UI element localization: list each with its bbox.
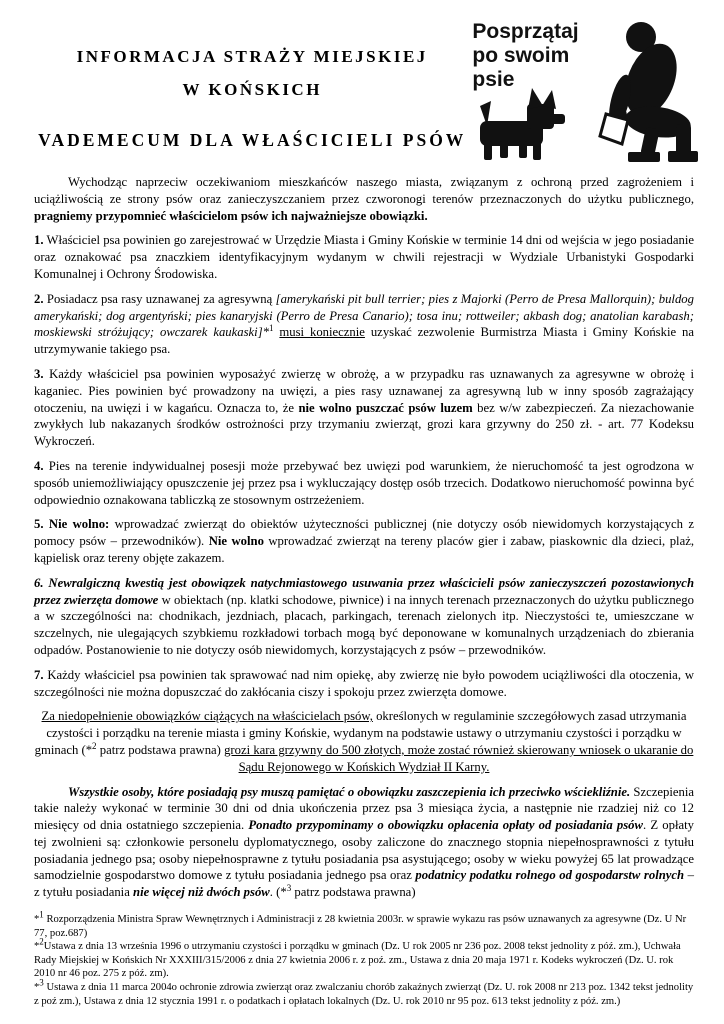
rule-4-text: Pies na terenie indywidualnej posesji może przebywać bez uwięzi pod warunkiem, że nieruchomość ta jest ogrodzona w sposób uniemożliwiający opuszczenie jej przez psa i wykluczający dostęp osób trzecich. Dodatkowo nieruchomość powinna być odpowiednio oznakowana tabliczką ze stosownym ostrzeżeniem.	[34, 458, 694, 507]
footnote-2	[34, 936, 694, 981]
rule-5-bold-start: 5. Nie wolno:	[34, 517, 110, 532]
vaccination-text-3: – z tytułu posiadania	[34, 868, 694, 900]
rule-4	[34, 458, 694, 508]
vaccination-bold-italic-4: nie więcej niż dwóch psów	[133, 885, 270, 900]
vaccination-text-2: . Z opłaty tej zwolnieni są: członkowie personelu dyplomatycznego, osoby zaliczone do znacznego stopnia niepełnosprawności z tytułu posiadania jednego psa; osoby niepełnosprawne z tytułu posiadania psa asystującego; osoby w wieku powyżej 65 lat prowadzące samodzielnie gospodarstwo domowe z tytułu posiadania jednego psa oraz	[34, 818, 694, 883]
footnote-3-sup: 3	[39, 977, 44, 988]
cleanup-logo-caption	[472, 20, 578, 92]
footnote-1-sup: 1	[39, 909, 44, 920]
rule-7-number: 7.	[34, 667, 44, 682]
page-subtitle: VADEMECUM DLA WŁAŚCICIELI PSÓW	[38, 130, 467, 150]
rule-7	[34, 667, 694, 701]
footnote-ref-2: 2	[92, 740, 97, 751]
footnote-ref-1: 1	[269, 323, 274, 334]
rule-5	[34, 516, 694, 566]
footnote-1	[34, 909, 694, 940]
vaccination-bold-italic-3: podatnicy podatku rolnego od gospodarstw rolnych	[415, 868, 685, 883]
rule-2	[34, 291, 694, 358]
rule-4-number: 4.	[34, 458, 44, 473]
rule-2-number: 2.	[34, 291, 44, 306]
rule-6-text: w obiektach (np. klatki schodowe, piwnice) i na innych terenach przeznaczonych do użytku publicznego a w szczególności na: chodnikach, jezdniach, placach, parkingach, terenach zielonych itp. Nieczystości te, umieszczane w szczelnych, nie ulegających szybkiemu rozkładowi torbach mogą być deponowane w komunalnych urządzeniach do zbierania odpadów. Postanowienie to nie dotyczy osób niewidomych, korzystających z psów – przewodników.	[34, 592, 694, 657]
notice-text-2: patrz podstawa prawna)	[96, 742, 225, 757]
footnote-3-marker: *	[34, 982, 40, 994]
vaccination-text-5: patrz podstawa prawna)	[291, 885, 416, 900]
notice-underlined-end: grozi kara grzywny do 500 złotych, może zostać również skierowany wniosek o ukaranie do Sądu Rejonowego w Końskich Wydział II Karny.	[224, 742, 694, 774]
footnote-3-text: Ustawa z dnia 11 marca 2004o ochronie zdrowia zwierząt oraz zwalczaniu chorób zakaźnych zwierząt (Dz. U. rok 2008 nr 213 poz. 1342 tekst jednolity z poź zm.), Ustawa z dnia 12 stycznia 1991 r. o podatkach i opłatach lokalnych (Dz. U. rok 2010 nr 95 poz. 613 tekst jednolity z póź. zm.)	[34, 982, 694, 1007]
rule-7-text: Każdy właściciel psa powinien tak sprawować nad nim opiekę, aby zwierzę nie było powodem uciążliwości dla otoczenia, w szczególności nie można dopuszczać do zakłócania ciszy i spokoju przez zwierzęta domowe.	[34, 667, 694, 699]
rule-3-number: 3.	[34, 366, 44, 381]
vaccination-text-1: Szczepienia takie należy wykonać w terminie 30 dni od dnia ukończenia przez psa 3 miesiąca życia, a następnie nie rzadziej niż co 12 miesięcy od dnia ostatniego szczepienia.	[34, 784, 694, 833]
rule-3	[34, 366, 694, 450]
footnote-1-text: Rozporządzenia Ministra Spraw Wewnętrznych i Administracji z 28 kwietnia 2003r. w sprawie wykazu ras psów uznawanych za agresywne (Dz. U Nr 77, poz.687)	[34, 914, 687, 939]
bag-icon	[600, 114, 628, 144]
rule-6-bold-italic: Newralgiczną kwestią jest obowiązek natychmiastowego usuwania przez właścicieli psów zanieczyszczeń pozostawionych przez zwierzęta domowe	[34, 575, 694, 607]
vaccination-paragraph	[34, 784, 694, 902]
document-body	[34, 174, 694, 1008]
rule-5-bold-mid: Nie wolno	[208, 534, 264, 549]
title-block	[34, 14, 470, 151]
rule-2-text: Posiadacz psa rasy uznawanej za agresywną	[43, 291, 276, 306]
rule-5-text: wprowadzać zwierząt do obiektów użyteczności publicznej (nie dotyczy osób niewidomych korzystających z pomocy psów – przewodników).	[34, 517, 694, 549]
rule-3-text-end: bez w/w zabezpieczeń. Za niezachowanie zwykłych lub nakazanych środków ostrożności przy trzymaniu zwierząt, grozi kara grzywny do 250 zł. - art. 77 Kodeksu Wykroczeń.	[34, 400, 694, 449]
rule-1	[34, 232, 694, 282]
footnote-2-sup: 2	[39, 936, 44, 947]
logo-caption-line1: Posprzątaj	[472, 20, 579, 43]
rule-1-text: Właściciel psa powinien go zarejestrować w Urzędzie Miasta i Gminy Końskie w terminie 14 dni od wejścia w jego posiadanie oraz oznakować psa znaczkiem identyfikacyjnym wydanym w chwili rejestracji w Wydziale Urbanistyki Gospodarki Komunalnej i Ochrony Środowiska.	[34, 233, 694, 281]
intro-bold-text: pragniemy przypomnieć właścicielom psów ich najważniejsze obowiązki.	[34, 208, 428, 223]
rule-6	[34, 575, 694, 659]
rule-2-breed-list: [amerykański pit bull terrier; pies z Majorki (Perro de Presa Mallorquin); buldog amerykański; dog argentyński; pies kanaryjski (Perro de Presa Canario); tosa inu; rottweiler; akbash dog; anatolian karabash; moskiewski stróżujący; owczarek kaukaski]*	[34, 291, 694, 340]
vaccination-text-4: . (*	[269, 885, 287, 900]
page-title-line2: W KOŃSKICH	[182, 80, 322, 99]
footnote-2-text: Ustawa z dnia 13 września 1996 o utrzymaniu czystości i porządku w gminach (Dz. U rok 2005 nr 236 poz. 2008 tekst jednolity z póź. zm.), Uchwała Rady Miejskiej w Końskich Nr XXXIII/315/2006 z dnia 27 kwietnia 2006 r. z poź. zm., Ustawa z dnia 20 maja 1971 r. Kodeks wykroczeń (Dz. U. rok 2010 nr 46 poz. 275 z póź. zm).	[34, 941, 681, 980]
cleanup-logo	[470, 14, 694, 164]
footnote-3	[34, 977, 694, 1008]
notice-underlined-start: Za niedopełnienie obowiązków ciążących na właścicielach psów,	[41, 709, 373, 724]
rule-3-bold: nie wolno puszczać psów luzem	[298, 400, 473, 415]
footnote-ref-3: 3	[286, 883, 292, 894]
notice-text: określonych w regulaminie szczegółowych zasad utrzymania czystości i porządku na terenie miasta i gminy Końskie, wydanym na podstawie ustawy o utrzymaniu czystości i porządku w gminach (*	[34, 709, 687, 757]
logo-caption-line3: psie	[472, 68, 515, 91]
rule-5-text-end: wprowadzać zwierząt na tereny placów gier i zabaw, piaskownic dla dzieci, plaż, kąpielisk oraz tereny objęte zakazem.	[34, 534, 694, 565]
vaccination-bold-italic-2: Ponadto przypominamy o obowiązku opłacenia opłaty od posiadania psów	[248, 818, 643, 833]
dog-icon	[480, 88, 565, 160]
footnote-1-marker: *	[34, 914, 40, 926]
vaccination-bold-italic-1: Wszystkie osoby, które posiadają psy muszą pamiętać o obowiązku zaszczepienia ich przeciwko wściekliźnie.	[68, 784, 631, 799]
rule-2-underlined: musi koniecznie	[279, 325, 365, 340]
document-header	[34, 14, 694, 164]
footnotes-section	[34, 909, 694, 1008]
rule-2-text-end: uzyskać zezwolenie Burmistrza Miasta i Gminy Końskie na utrzymywanie takiego psa.	[34, 325, 694, 357]
rule-6-number: 6.	[34, 575, 44, 590]
page-title-line1: INFORMACJA STRAŻY MIEJSKIEJ	[76, 47, 428, 66]
intro-paragraph	[34, 174, 694, 224]
logo-caption-line2: po swoim	[472, 44, 570, 67]
rule-3-text: Każdy właściciel psa powinien wyposażyć zwierzę w obrożę, a w przypadku ras uznawanych za agresywne w obrożę i kaganiec. Pies powinien być prowadzony na uwięzi, a pies rasy uznawanej za agresywną lub w inny sposób zagrażający otoczeniu, na uwięzi i w kagańcu. Oznacza to, że	[34, 366, 694, 415]
penalty-notice	[34, 708, 694, 775]
rule-1-number: 1.	[34, 233, 44, 248]
intro-text: Wychodząc naprzeciw oczekiwaniom mieszkańców naszego miasta, związanym z ochroną przed zagrożeniem i uciążliwością ze strony psów oraz zanieczyszczaniem przez czworonogi terenów przeznaczonych do użytku publicznego,	[34, 175, 694, 206]
footnote-2-marker: *	[34, 941, 40, 953]
